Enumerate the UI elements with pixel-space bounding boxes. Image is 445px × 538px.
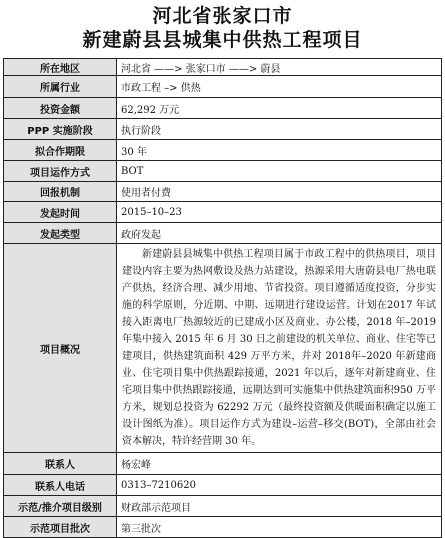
table-row-launch-type [4, 223, 442, 244]
project-overview-text: 新建蔚县县城集中供热工程项目属于市政工程中的供热项目，项目建设内容主要为热网敷设及热力站建设，热源采用大唐蔚县电厂热电联产供热，经济合理、减少用地、节省投资。项目遵循适度投资，分步实施的科学原则，分近期、中期、远期进行建设运营。计划在2017 年试接入距离电厂热源较近的已建成小区及商业、办公楼，2018 年–2019 年集中接入 2015 年 6 月 30 日之前建设的机关单位、商业、住宅等已建项目，供热建筑面积 429 万平方米，并对 2018年–2020 年新建商业、住宅项目集中供热跟踪接通，2021 年以后，逐年对新建商业、住宅项目集中供热跟踪接通，远期达到可实施集中供热建筑面积950 万平方米，规划总投资为 62292 万元（最终投资额及供暖面积确定以施工设计图纸为准）。项目运作方式为建设–运营–移交(BOT)，全部由社会资本解决，特许经营期 30 年。 [117, 244, 442, 453]
row-value: 财政部示范项目 [117, 496, 442, 517]
row-value: 河北省 ——> 张家口市 ——> 蔚县 [117, 59, 442, 76]
row-label: 拟合作期限 [4, 140, 117, 161]
table-row-demo-batch [4, 517, 442, 538]
row-label: 联系人 [4, 453, 117, 475]
table-row-demo-level [4, 496, 442, 517]
row-label: 发起时间 [4, 202, 117, 223]
row-label: 投资金额 [4, 98, 117, 119]
table-row-ppp-stage [4, 119, 442, 140]
row-value: BOT [117, 161, 442, 182]
row-label: 回报机制 [4, 182, 117, 202]
row-label: 示范项目批次 [4, 517, 117, 538]
row-label: 发起类型 [4, 223, 117, 244]
row-label: 所属行业 [4, 76, 117, 98]
row-value: 政府发起 [117, 223, 442, 244]
row-label: PPP 实施阶段 [4, 119, 117, 140]
title-project: 新建蔚县县城集中供热工程项目 [82, 29, 363, 51]
title-block [0, 0, 445, 56]
table-row-term [4, 140, 442, 161]
row-value: 2015–10–23 [117, 202, 442, 223]
table-row-region [4, 59, 442, 76]
row-value: 62,292 万元 [117, 98, 442, 119]
project-info-table [3, 58, 442, 538]
table-row-contact [4, 453, 442, 475]
title-region: 河北省张家口市 [152, 5, 293, 27]
table-row-operation-mode [4, 161, 442, 182]
table-row-overview [4, 244, 442, 453]
table-row-launch-date [4, 202, 442, 223]
row-value: 使用者付费 [117, 182, 442, 202]
table-row-industry [4, 76, 442, 98]
table-row-investment [4, 98, 442, 119]
row-value: 执行阶段 [117, 119, 442, 140]
row-value: 市政工程 –> 供热 [117, 76, 442, 98]
table-row-phone [4, 475, 442, 496]
row-value: 第三批次 [117, 517, 442, 538]
row-value: 0313–7210620 [117, 475, 442, 496]
row-label: 联系人电话 [4, 475, 117, 496]
row-label: 项目运作方式 [4, 161, 117, 182]
row-label: 项目概况 [4, 244, 117, 453]
row-label: 示范/推介项目级别 [4, 496, 117, 517]
row-value: 30 年 [117, 140, 442, 161]
row-value: 杨宏峰 [117, 453, 442, 475]
row-label: 所在地区 [4, 59, 117, 76]
table-row-return-mechanism [4, 182, 442, 202]
